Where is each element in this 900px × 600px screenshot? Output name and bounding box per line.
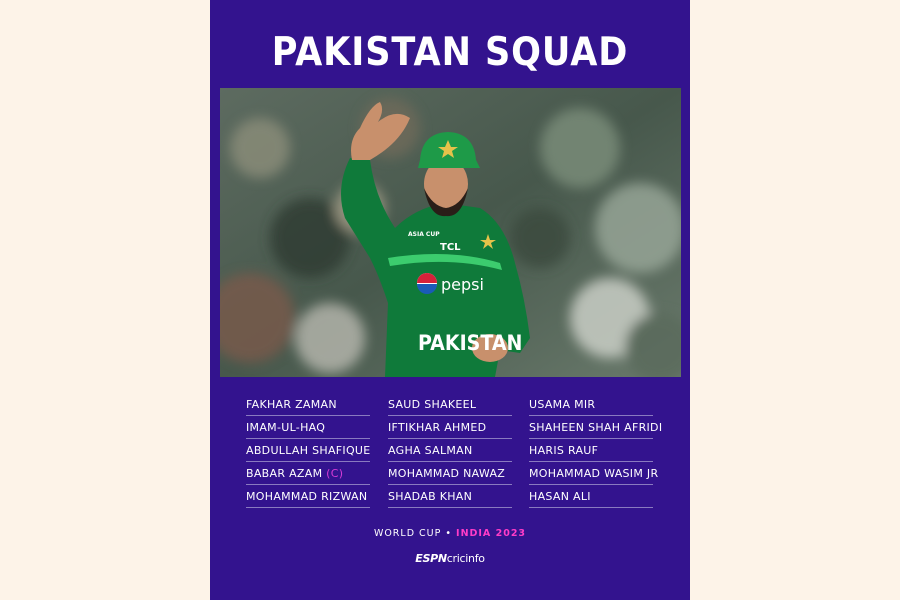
player-name: IMAM-UL-HAQ (246, 417, 370, 439)
player-name: HASAN ALI (529, 486, 653, 508)
squad-column-3 (529, 394, 663, 509)
logo-espn: ESPN (415, 552, 447, 565)
squad-column-2 (388, 394, 512, 509)
player-name: SAUD SHAKEEL (388, 394, 512, 416)
jersey-sponsor-pepsi: pepsi (441, 275, 484, 294)
player-name: ABDULLAH SHAFIQUE (246, 440, 370, 462)
logo-cricinfo: cricinfo (446, 552, 485, 565)
event-footer (210, 528, 690, 539)
player-name: MOHAMMAD WASIM JR (529, 463, 653, 485)
player-name: BABAR AZAM (C) (246, 463, 370, 485)
player-name: SHAHEEN SHAH AFRIDI (529, 417, 653, 439)
player-photo-illustration (220, 88, 681, 377)
player-name: IFTIKHAR AHMED (388, 417, 512, 439)
player-name: FAKHAR ZAMAN (246, 394, 370, 416)
footer-separator: • (445, 528, 452, 539)
page-title: PAKISTAN SQUAD (271, 30, 629, 75)
player-name: USAMA MIR (529, 394, 653, 416)
player-name: AGHA SALMAN (388, 440, 512, 462)
jersey-sponsor-tcl: TCL (440, 242, 461, 253)
jersey-badge: ASIA CUP (408, 231, 440, 238)
squad-column-1 (246, 394, 370, 509)
player-name: MOHAMMAD RIZWAN (246, 486, 370, 508)
event-host: INDIA 2023 (456, 528, 527, 539)
player-name: HARIS RAUF (529, 440, 653, 462)
player-name: SHADAB KHAN (388, 486, 512, 508)
player-name: MOHAMMAD NAWAZ (388, 463, 512, 485)
player-photo (220, 88, 681, 377)
jersey-country: PAKISTAN (418, 329, 523, 356)
espncricinfo-logo (210, 552, 690, 565)
captain-badge: (C) (326, 467, 344, 480)
squad-card (210, 0, 690, 600)
event-name: WORLD CUP (373, 528, 442, 539)
